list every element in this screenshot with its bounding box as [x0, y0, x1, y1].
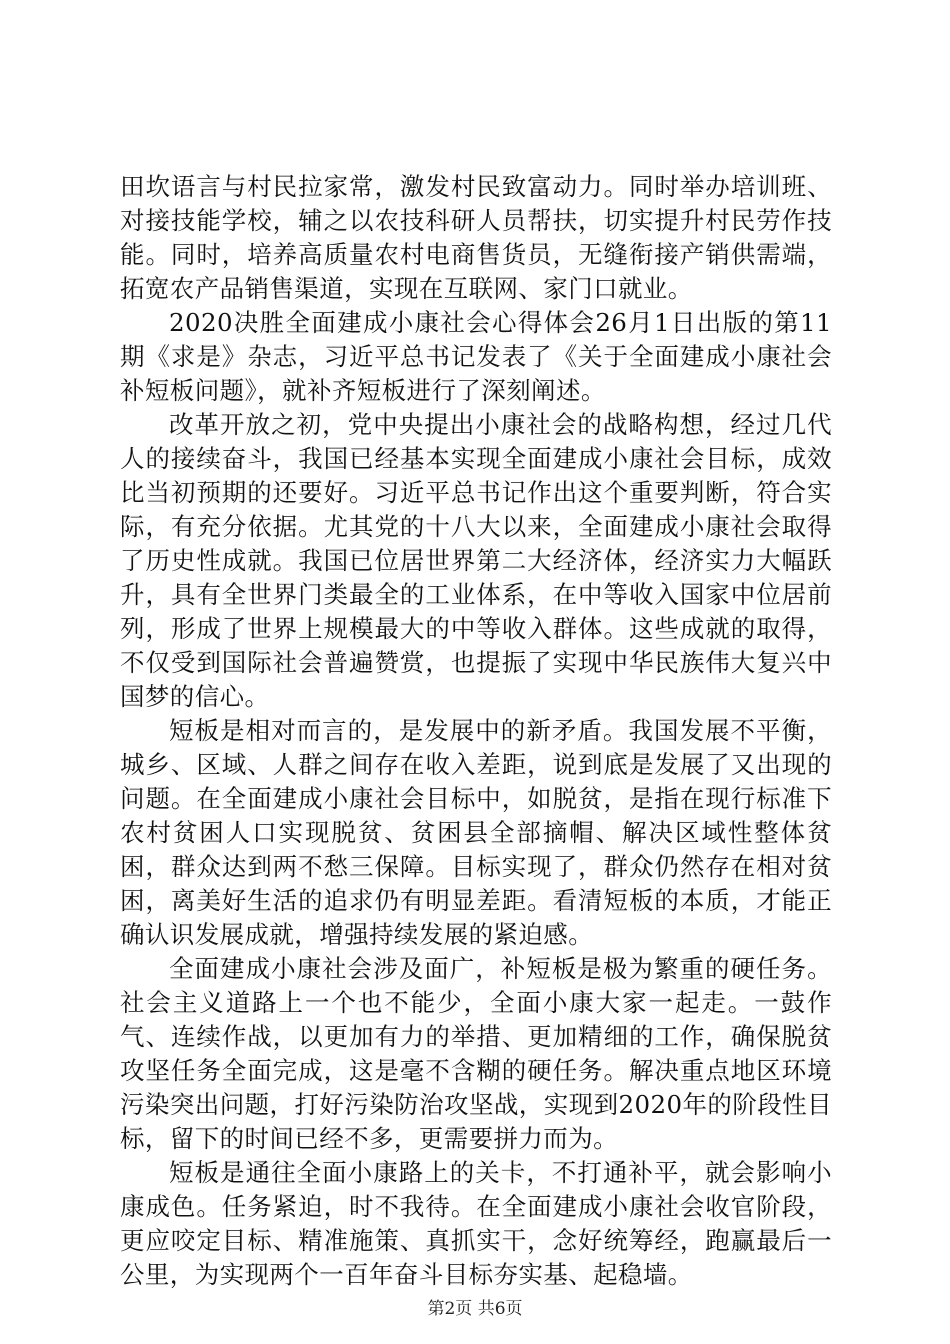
- paragraph-3: 改革开放之初，党中央提出小康社会的战略构想，经过几代人的接续奋斗，我国已经基本实现全面建成小康社会目标，成效比当初预期的还要好。习近平总书记作出这个重要判断，符合实际，有充分依据。尤其党的十八大以来，全面建成小康社会取得了历史性成就。我国已位居世界第二大经济体，经济实力大幅跃升，具有全世界门类最全的工业体系，在中等收入国家中位居前列，形成了世界上规模最大的中等收入群体。这些成就的取得，不仅受到国际社会普遍赞赏，也提振了实现中华民族伟大复兴中国梦的信心。: [120, 410, 832, 711]
- paragraph-4: 短板是相对而言的，是发展中的新矛盾。我国发展不平衡，城乡、区域、人群之间存在收入差距，说到底是发展了又出现的问题。在全面建成小康社会目标中，如脱贫，是指在现行标准下农村贫困人口实现脱贫、贫困县全部摘帽、解决区域性整体贫困，群众达到两不愁三保障。目标实现了，群众仍然存在相对贫困，离美好生活的追求仍有明显差距。看清短板的本质，才能正确认识发展成就，增强持续发展的紧迫感。: [120, 716, 832, 949]
- page-footer: 第2页 共6页: [427, 1299, 523, 1319]
- document-body: [120, 170, 832, 1292]
- paragraph-1: 田坎语言与村民拉家常，激发村民致富动力。同时举办培训班、对接技能学校，辅之以农技科研人员帮扶，切实提升村民劳作技能。同时，培养高质量农村电商售货员，无缝衔接产销供需端，拓宽农产品销售渠道，实现在互联网、家门口就业。: [120, 172, 832, 303]
- paragraph-2: 2020决胜全面建成小康社会心得体会26月1日出版的第11期《求是》杂志，习近平总书记发表了《关于全面建成小康社会补短板问题》，就补齐短板进行了深刻阐述。: [120, 308, 832, 405]
- paragraph-5: 全面建成小康社会涉及面广，补短板是极为繁重的硬任务。社会主义道路上一个也不能少，全面小康大家一起走。一鼓作气、连续作战，以更加有力的举措、更加精细的工作，确保脱贫攻坚任务全面完成，这是毫不含糊的硬任务。解决重点地区环境污染突出问题，打好污染防治攻坚战，实现到2020年的阶段性目标，留下的时间已经不多，更需要拼力而为。: [120, 954, 832, 1153]
- paragraph-6: 短板是通往全面小康路上的关卡，不打通补平，就会影响小康成色。任务紧迫，时不我待。在全面建成小康社会收官阶段，更应咬定目标、精准施策、真抓实干，念好统筹经，跑赢最后一公里，为实现两个一百年奋斗目标夯实基、起稳墙。: [120, 1158, 832, 1289]
